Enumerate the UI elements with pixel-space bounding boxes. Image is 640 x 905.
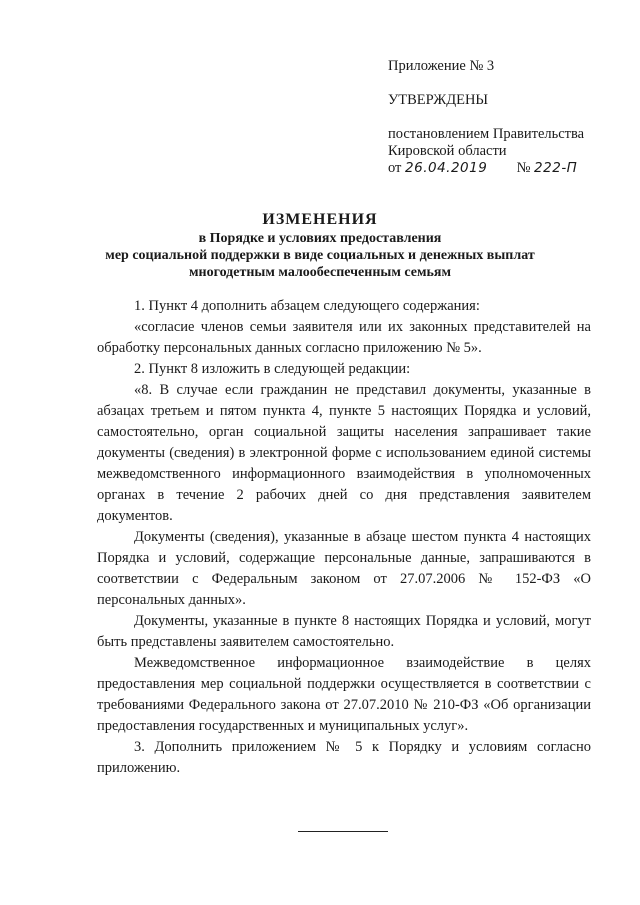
handwritten-date: 26.04.2019 (405, 160, 488, 176)
paragraph-5: Документы (сведения), указанные в абзаце шестом пункта 4 настоящих Порядка и условий, содержащие персональные данные, запрашиваются в соответствии с Федеральным законом от 27.07.2006 № 152-ФЗ «О персональных данных». (97, 529, 591, 608)
title-sub-3: многодетным малообеспеченным семьям (188, 265, 452, 280)
title-sub-1: в Порядке и условиях предоставления (198, 231, 442, 246)
number-label: № (516, 160, 531, 176)
paragraph-8: 3. Дополнить приложением № 5 к Порядку и условиям согласно приложению. (97, 739, 591, 776)
decree-line-1: постановлением Правительства (388, 126, 585, 142)
handwritten-number: 222-П (534, 160, 578, 176)
closing-divider (298, 831, 388, 832)
decree-line-2: Кировской области (388, 143, 507, 159)
paragraph-2: «согласие членов семьи заявителя или их законных представителей на обработку персональных данных согласно приложению № 5». (97, 319, 591, 356)
document-body (97, 296, 591, 779)
paragraph-7: Межведомственное информационное взаимодействие в целях предоставления мер социальной поддержки осуществляется в соответствии с требованиями Федерального закона от 27.07.2010 № 210-ФЗ «Об организации предоставления государственных и муниципальных услуг». (97, 655, 591, 734)
paragraph-3: 2. Пункт 8 изложить в следующей редакции: (134, 361, 411, 377)
approval-block (388, 58, 628, 177)
from-label: от (388, 160, 402, 176)
approved-heading: УТВЕРЖДЕНЫ (388, 92, 489, 108)
paragraph-1: 1. Пункт 4 дополнить абзацем следующего содержания: (134, 298, 480, 314)
paragraph-4: «8. В случае если гражданин не представил документы, указанные в абзацах третьем и пятом пункта 4, пункте 5 настоящих Порядка и условий, самостоятельно, орган социальной защиты населения запрашивает такие документы (сведения) в электронной форме с использованием единой системы межведомственного информационного взаимодействия в уполномоченных органах в течение 2 рабочих дней со дня представления заявителем документов. (97, 382, 591, 524)
paragraph-6: Документы, указанные в пункте 8 настоящих Порядка и условий, могут быть представлены заявителем самостоятельно. (97, 613, 591, 650)
decree-date-line (388, 160, 628, 177)
title-sub-2: мер социальной поддержки в виде социальных и денежных выплат (105, 248, 535, 263)
document-title (60, 210, 580, 281)
appendix-number: Приложение № 3 (388, 58, 495, 74)
title-main: ИЗМЕНЕНИЯ (262, 211, 378, 228)
